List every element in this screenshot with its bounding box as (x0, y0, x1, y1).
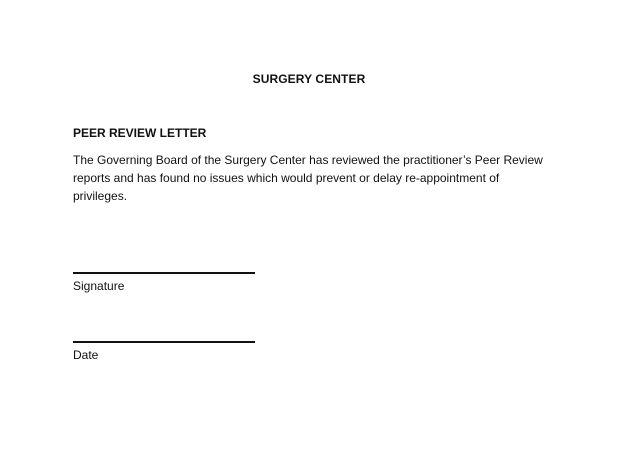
section-heading: PEER REVIEW LETTER (73, 126, 207, 140)
body-paragraph: The Governing Board of the Surgery Center has reviewed the practitioner’s Peer Review reports and has found no issues which would prevent or delay re-appointment of privileges. (73, 153, 543, 203)
signature-label: Signature (73, 279, 125, 293)
document-title: SURGERY CENTER (252, 72, 366, 86)
date-line (73, 341, 255, 343)
signature-line (73, 272, 255, 274)
date-label: Date (73, 348, 99, 362)
